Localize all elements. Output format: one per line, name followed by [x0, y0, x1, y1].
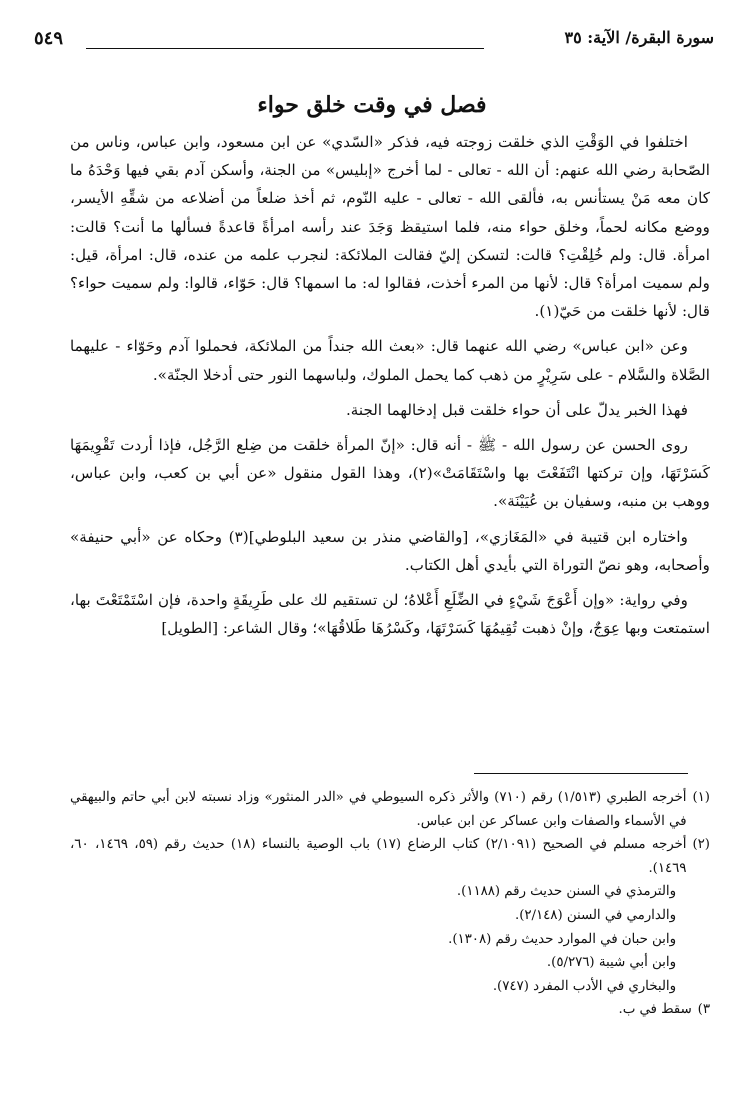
footnote-2-line: وابن حبان في الموارد حديث رقم (١٣٠٨). [448, 931, 676, 947]
footnote-text: سقط في ب. [618, 1002, 692, 1018]
running-header [34, 28, 714, 54]
header-rule [86, 48, 484, 49]
surah-reference: سورة البقرة/ الآية: ٣٥ [564, 28, 714, 47]
footnote-text: أخرجه الطبري (١/٥١٣) رقم (٧١٠) والأثر ذكره السيوطي في «الدر المنثور» وزاد نسبته لابن أبي حاتم والبيهقي في الأسماء والصفات وابن عساكر عن ابن عباس. [70, 790, 687, 829]
footnote-2-line: وابن أبي شيبة (٥/٢٧٦). [546, 955, 676, 971]
paragraph-creation-time: اختلفوا في الوَقْتِ الذي خلقت زوجته فيه، فذكر «السّدي» عن ابن مسعود، وابن عباس، وناس من الصّحابة رضي الله عنهم: أن الله - تعالى - لما أخرج «إبليس» من الجنة، وأسكن آدم بقي فيها وَحْدَهُ ما كان معه مَنْ يستأنس به، فألقى الله - تعالى - عليه النّوم، ثم أخذ ضلعاً من أضلاعه من شقِّهِ الأيسر، ووضع مكانه لحماً، وخلق حواء منه، فلما استيقظ وَجَدَ عند رأسه امرأةً قاعدةً فسألها ما أنت؟ قالت: امرأة. قال: ولم خُلِقْتِ؟ قالت: لتسكن إليّ فقالت الملائكة: لنجرب علمه من عنده، قال: امرأة، قيل: ولم سميت امرأة؟ قال: لأنها من المرء أخذت، فقالوا له: ما اسمها؟ قال: حَوّاء، قالوا: ولم سميت حواء؟ قال: لأنها خلقت من حَيّ(١). [70, 133, 710, 321]
main-text [70, 128, 710, 649]
footnote-mark: (١) [692, 790, 710, 805]
paragraph-hadith-rib: روى الحسن عن رسول الله - ﷺ - أنه قال: «إنّ المرأة خلقت من ضِلع الرَّجُل، فإذا أردت تَقْوِيمَهَا كَسَرْتَهَا، وإن تركتها انْتَفَعْتَ بها واسْتَقَامَتْ»(٢)، وهذا القول منقول «عن أبي بن كعب، وابن عباس، ووهب بن منبه، وسفيان بن عُيَيْنَة». [70, 436, 710, 511]
footnote-mark: (٢) [692, 837, 710, 853]
footnote-1 [70, 786, 710, 833]
footnote-3 [70, 998, 710, 1022]
paragraph-riwayah: وفي رواية: «وإن أَعْوَجَ شَيْءٍ في الضِّلَعِ أَعْلاهُ؛ لن تستقيم لك على طَرِيقَةٍ واحدة، فإن اسْتَمْتَعْتَ بها، استمتعت وبها عِوَجٌ، وإنْ ذهبت تُقِيمُهَا كَسَرْتَهَا، وكَسْرُهَا طَلاقُهَا»؛ وقال الشاعر: [الطويل] [70, 591, 710, 638]
footnote-mark: ٣) [697, 1002, 710, 1018]
footnote-separator [474, 773, 688, 774]
footnote-text: أخرجه مسلم في الصحيح (٢/١٠٩١) كتاب الرضاع (١٧) باب الوصية بالنساء (١٨) حديث رقم (٥٩، ١٤٦٩، ٦٠، ١٤٦٩). [70, 837, 687, 876]
page-number: ٥٤٩ [34, 28, 64, 49]
paragraph-conclusion: فهذا الخبر يدلّ على أن حواء خلقت قبل إدخالهما الجنة. [345, 400, 688, 419]
footnote-2-line: والترمذي في السنن حديث رقم (١١٨٨). [456, 884, 676, 900]
footnote-2 [70, 833, 710, 880]
paragraph-ibn-abbas: وعن «ابن عباس» رضي الله عنهما قال: «بعث الله جنداً من الملائكة، فحملوا آدم وحَوّاء - عليهما الصَّلاة والسَّلام - على سَرِيْرٍ من ذهب كما يحمل الملوك، ولباسهما النور حتى أدخلا الجنّة». [70, 337, 710, 384]
paragraph-ibn-qutaybah: واختاره ابن قتيبة في «المَغَازي»، [والقاضي منذر بن سعيد البلوطي](٣) وحكاه عن «أبي حنيفة» وأصحابه، وهو نصّ التوراة التي بأيدي أهل الكتاب. [70, 527, 710, 574]
footnote-2-line: والدارمي في السنن (٢/١٤٨). [514, 907, 676, 923]
footnotes [70, 786, 710, 1022]
footnote-2-line: والبخاري في الأدب المفرد (٧٤٧). [492, 978, 676, 994]
section-heading: فصل في وقت خلق حواء [257, 92, 487, 118]
